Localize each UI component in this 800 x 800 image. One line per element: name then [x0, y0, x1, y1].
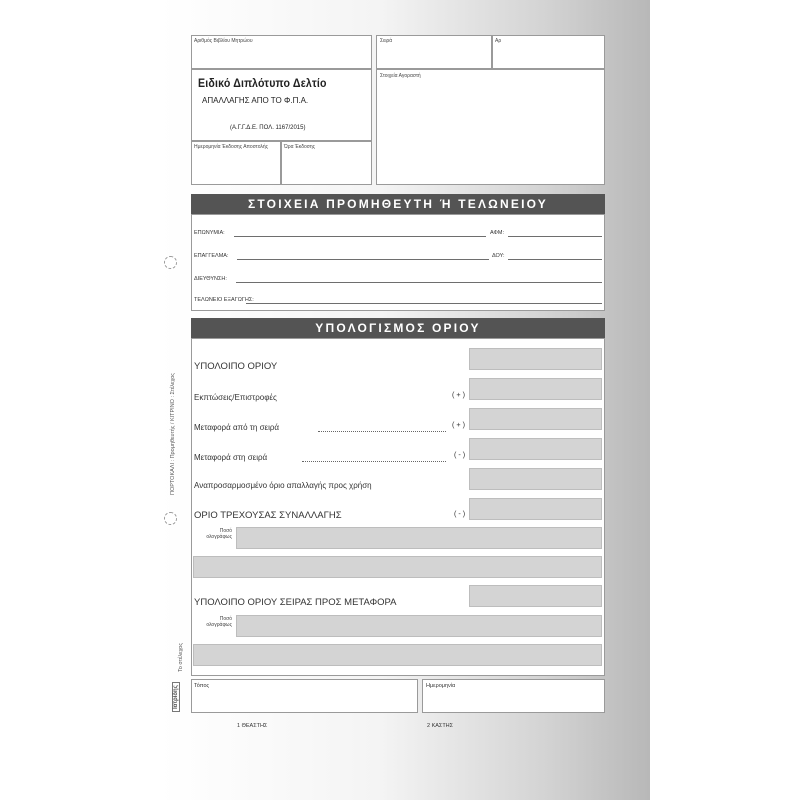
customs-office-field[interactable]	[246, 303, 602, 304]
amount-in-words-field-1b[interactable]	[193, 556, 602, 578]
series-balance-label: ΥΠΟΛΟΙΠΟ ΟΡΙΟΥ ΣΕΙΡΑΣ ΠΡΟΣ ΜΕΤΑΦΟΡΑ	[194, 597, 397, 608]
exports-sign: ( + )	[452, 390, 465, 399]
buyer-details-label: Στοιχεία Αγοραστή	[380, 73, 421, 79]
adjusted-limit-field[interactable]	[469, 468, 602, 490]
issue-date-label: Ημερομηνία Έκδοσης Αποστολής	[194, 144, 269, 150]
punch-hole-top	[164, 256, 177, 269]
buyer-details-box[interactable]	[376, 69, 605, 185]
supplier-name-field[interactable]	[234, 236, 486, 237]
supplier-vat-field[interactable]	[508, 236, 602, 237]
copy-2-label: 2 ΚΑΣΤΗΣ	[427, 723, 454, 729]
copy-1-label: 1 ΘΕΑΣΤΗΣ	[237, 723, 268, 729]
supplier-tax-office-field[interactable]	[508, 259, 602, 260]
transfer-to-sign: ( - )	[454, 450, 466, 459]
series-box[interactable]	[376, 35, 492, 69]
form-subtitle: ΑΠΑΛΛΑΓΗΣ ΑΠΟ ΤΟ Φ.Π.Α.	[202, 96, 309, 105]
transfer-from-field[interactable]	[469, 408, 602, 430]
transfer-to-dots	[302, 461, 446, 462]
form-title: Ειδικό Διπλότυπο Δελτίο	[198, 78, 327, 90]
customs-office-label: ΤΕΛΩΝΕΙΟ ΕΞΑΓΩΓΗΣ:	[194, 297, 254, 303]
supplier-address-field[interactable]	[236, 282, 602, 283]
transfer-from-dots	[318, 431, 446, 432]
number-box[interactable]	[492, 35, 605, 69]
transfer-to-label: Μεταφορά στη σειρά	[194, 453, 268, 462]
issue-time-label: Ώρα Έκδοσης	[284, 144, 316, 150]
supplier-section-heading: ΣΤΟΙΧΕΙΑ ΠΡΟΜΗΘΕΥΤΗ Ή ΤΕΛΩΝΕΙΟΥ	[191, 194, 605, 214]
limit-section-heading: ΥΠΟΛΟΓΙΣΜΟΣ ΟΡΙΟΥ	[191, 318, 605, 338]
book-number-label: Αριθμός Βιβλίου Μητρώου	[194, 38, 253, 44]
supplier-address-label: ΔΙΕΥΘΥΝΣΗ:	[194, 276, 227, 282]
exports-field[interactable]	[469, 378, 602, 400]
remaining-limit-field[interactable]	[469, 348, 602, 370]
stub-label: Το στέλεχος	[178, 642, 184, 672]
publisher-logo: Ιατρίδης	[172, 682, 180, 712]
current-limit-label: ΟΡΙΟ ΤΡΕΧΟΥΣΑΣ ΣΥΝΑΛΛΑΓΗΣ	[194, 510, 342, 521]
form-legal-reference: (Α.Γ.Γ.Δ.Ε. ΠΟΛ. 1167/2015)	[230, 125, 306, 131]
supplier-profession-field[interactable]	[237, 259, 489, 260]
remaining-limit-label: ΥΠΟΛΟΙΠΟ ΟΡΙΟΥ	[194, 361, 278, 372]
amount-in-words-label-1: Ποσό ολογράφως	[206, 528, 232, 540]
transfer-from-label: Μεταφορά από τη σειρά	[194, 423, 280, 432]
copy-color-legend: ΠΟΡΤΟΚΑΛΙ : Προμηθευτής / ΚΙΤΡΙΝΟ : Στέλεχος	[170, 373, 176, 495]
transfer-to-field[interactable]	[469, 438, 602, 460]
amount-in-words-field-2b[interactable]	[193, 644, 602, 666]
series-balance-field[interactable]	[469, 585, 602, 607]
supplier-tax-office-label: ΔΟΥ:	[492, 253, 505, 259]
place-box[interactable]	[191, 679, 418, 713]
supplier-profession-label: ΕΠΑΓΓΕΛΜΑ:	[194, 253, 229, 259]
punch-hole-bottom	[164, 512, 177, 525]
current-limit-sign: ( - )	[454, 509, 466, 518]
amount-in-words-label-2: Ποσό ολογράφως	[206, 616, 232, 628]
series-label: Σειρά	[380, 38, 393, 44]
adjusted-limit-label: Αναπροσαρμοσμένο όριο απαλλαγής προς χρήση	[194, 481, 372, 490]
amount-in-words-field-1[interactable]	[236, 527, 602, 549]
transfer-from-sign: ( + )	[452, 420, 465, 429]
date-label: Ημερομηνία	[426, 683, 456, 689]
supplier-name-label: ΕΠΩΝΥΜΙΑ:	[194, 230, 225, 236]
supplier-vat-label: ΑΦΜ:	[490, 230, 505, 236]
exports-label: Εκπτώσεις/Επιστροφές	[194, 393, 277, 402]
current-limit-field[interactable]	[469, 498, 602, 520]
number-label: Αρ	[495, 38, 502, 44]
amount-in-words-field-2[interactable]	[236, 615, 602, 637]
place-label: Τόπος	[194, 683, 210, 689]
